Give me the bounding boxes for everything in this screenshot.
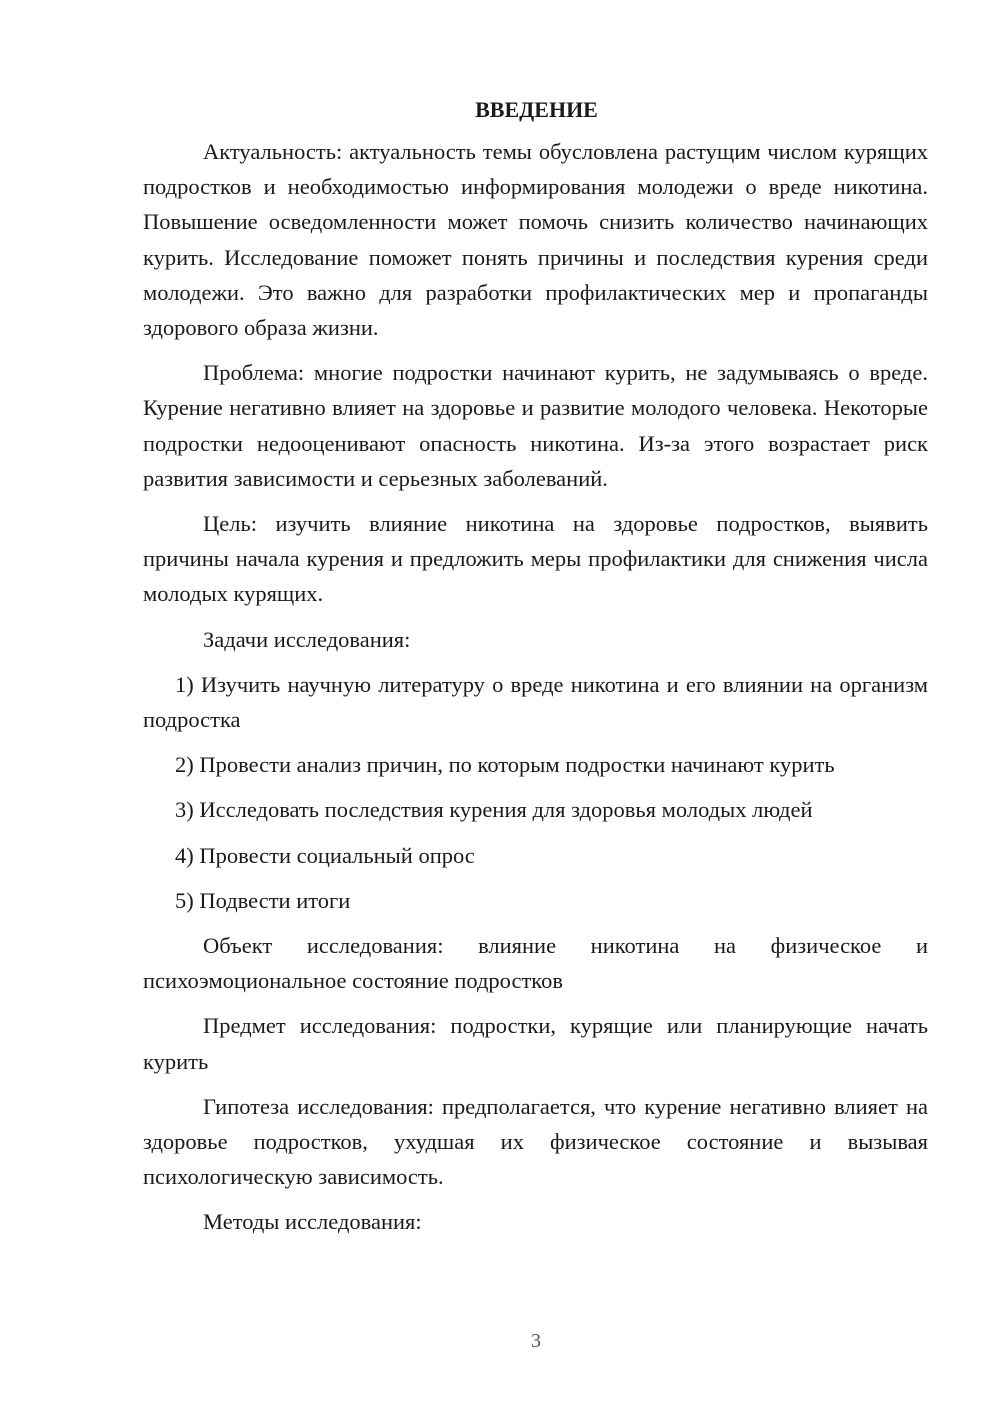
methods-title: Методы исследования: <box>203 1209 422 1235</box>
page-number: 3 <box>531 1330 541 1352</box>
task-item-5: 5) Подвести итоги <box>175 887 351 913</box>
task-item-3: 3) Исследовать последствия курения для здоровья молодых людей <box>175 797 813 823</box>
hypothesis-paragraph: Гипотеза исследования: предполагается, что курение негативно влияет на здоровье подростков, ухудшая их физическое состояние и вызывая психологическую зависимость. <box>143 1093 928 1190</box>
tasks-title: Задачи исследования: <box>203 626 411 652</box>
task-item-1: 1) Изучить научную литературу о вреде никотина и его влиянии на организм подростка <box>143 671 928 733</box>
goal-paragraph: Цель: изучить влияние никотина на здоровье подростков, выявить причины начала курения и предложить меры профилактики для снижения числа молодых курящих. <box>143 511 928 607</box>
task-item-2: 2) Провести анализ причин, по которым подростки начинают курить <box>175 752 835 778</box>
document-page <box>143 92 928 1240</box>
relevance-paragraph: Актуальность: актуальность темы обусловлена растущим числом курящих подростков и необходимостью информирования молодежи о вреде никотина. Повышение осведомленности может помочь снизить количество начинающих курить. Исследование поможет понять причины и последствия курения среди молодежи. Это важно для разработки профилактических мер и пропаганды здорового образа жизни. <box>143 139 928 341</box>
task-item-4: 4) Провести социальный опрос <box>175 842 475 868</box>
subject-paragraph: Предмет исследования: подростки, курящие или планирующие начать курить <box>143 1013 928 1074</box>
object-paragraph: Объект исследования: влияние никотина на физическое и психоэмоциональное состояние подростков <box>143 933 928 994</box>
problem-paragraph: Проблема: многие подростки начинают курить, не задумываясь о вреде. Курение негативно влияет на здоровье и развитие молодого человека. Некоторые подростки недооценивают опасность никотина. Из-за этого возрастает риск развития зависимости и серьезных заболеваний. <box>143 360 928 491</box>
page-title: ВВЕДЕНИЕ <box>475 97 598 122</box>
